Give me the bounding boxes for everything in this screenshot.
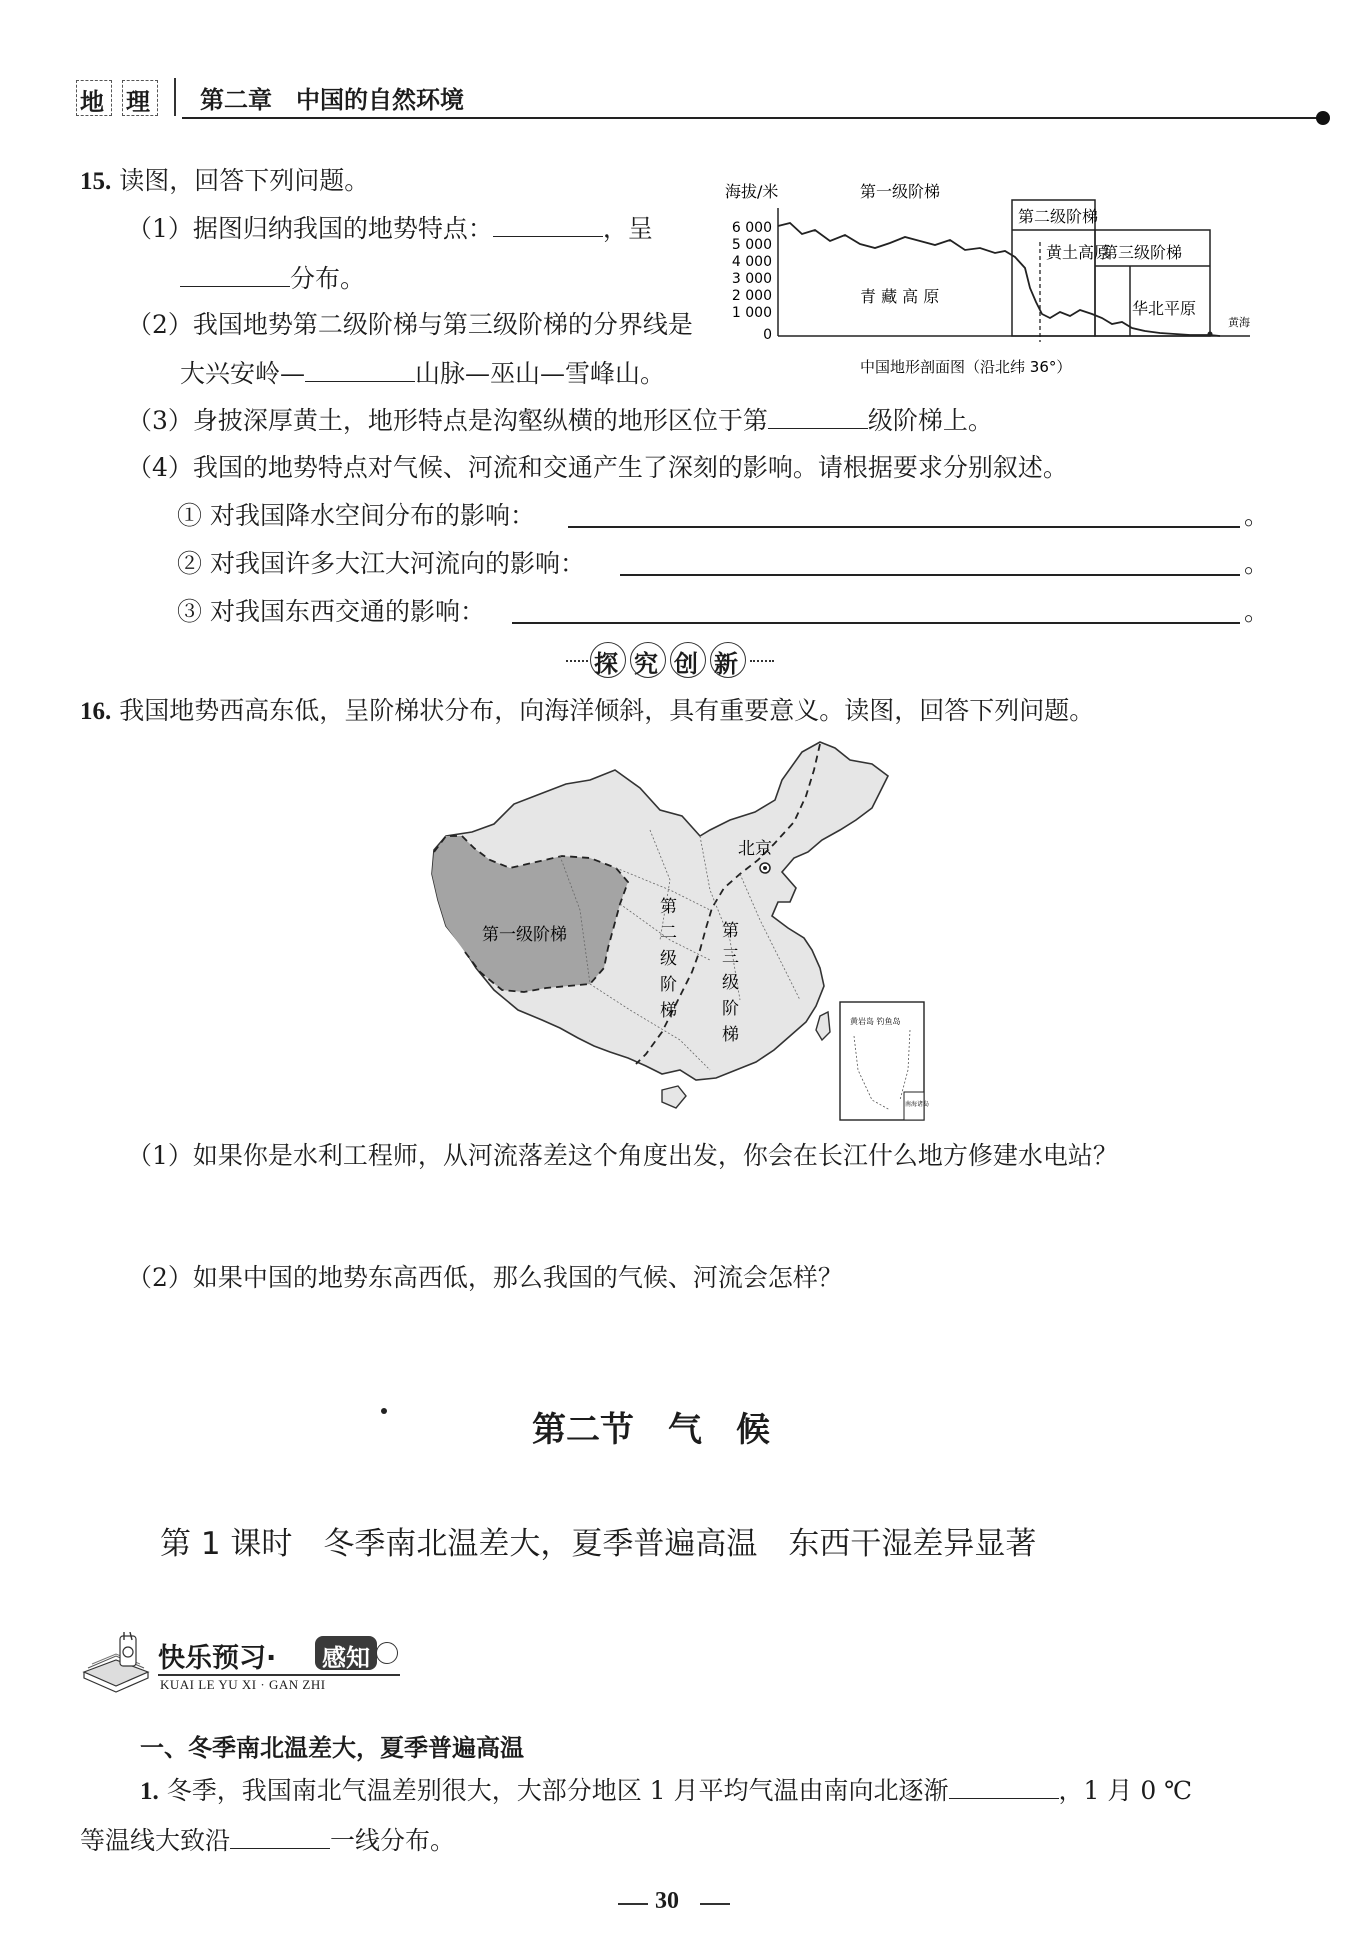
profile-caption: 中国地形剖面图（沿北纬 36°） — [860, 358, 1072, 376]
tick-2000: 2 000 — [731, 288, 772, 304]
section-dot — [381, 1408, 387, 1414]
svg-text:阶: 阶 — [660, 975, 677, 995]
q15-sub1: ① 对我国降水空间分布的影响： — [177, 501, 535, 530]
lesson-title: 第 1 课时 冬季南北温差大，夏季普遍高温 东西干湿差异显著 — [160, 1526, 1037, 1562]
sea-dot — [1208, 332, 1213, 337]
answer-blank[interactable] — [180, 262, 290, 287]
tick-1000: 1 000 — [731, 305, 772, 321]
answer-blank[interactable] — [768, 404, 868, 429]
profile-y-ticks — [732, 220, 772, 343]
profile-qz-label: 青 藏 高 原 — [860, 287, 940, 306]
answer-blank[interactable] — [949, 1774, 1059, 1799]
chapter-title: 第二章 中国的自然环境 — [200, 86, 464, 114]
explore-banner — [566, 640, 786, 680]
profile-step1-label: 第一级阶梯 — [860, 182, 941, 201]
explore-char-4: 新 — [714, 650, 738, 678]
taiwan-island — [816, 1012, 830, 1040]
period-1: 。 — [1244, 501, 1270, 530]
map-step1-label: 第一级阶梯 — [482, 925, 567, 945]
inset-label: 黄岩岛 钓鱼岛 — [850, 1017, 901, 1026]
svg-text:梯: 梯 — [722, 1025, 739, 1045]
tick-4000: 4 000 — [731, 254, 772, 270]
tick-3000: 3 000 — [731, 271, 772, 287]
preview-badge-text: 感知 — [322, 1644, 370, 1672]
svg-text:二: 二 — [660, 923, 677, 943]
answer-blank[interactable] — [493, 212, 603, 237]
explore-char-2: 究 — [634, 650, 658, 678]
q16-prompt: 16. 我国地势西高东低，呈阶梯状分布，向海洋倾斜，具有重要意义。读图，回答下列问题。 — [80, 696, 1095, 725]
terrain-profile-diagram — [720, 178, 1260, 378]
explore-dots-right — [750, 660, 774, 662]
svg-text:阶: 阶 — [722, 999, 739, 1019]
tick-6000: 6 000 — [731, 220, 772, 236]
svg-text:梯: 梯 — [660, 1001, 677, 1021]
q15-part3: （3）身披深厚黄土，地形特点是沟壑纵横的地形区位于第 级阶梯上。 — [127, 406, 993, 435]
answer-line-1[interactable] — [568, 526, 1240, 528]
subject-char-2: 理 — [126, 88, 150, 116]
q15-part1-line1: （1）据图归纳我国的地势特点： ，呈 — [127, 214, 653, 243]
period-2: 。 — [1244, 549, 1270, 578]
profile-hb-label: 华北平原 — [1132, 299, 1197, 318]
terrain-line — [778, 223, 1220, 336]
preview-pinyin: KUAI LE YU XI · GAN ZHI — [160, 1677, 326, 1692]
page-header — [70, 74, 1270, 124]
explore-char-1: 探 — [594, 650, 618, 678]
preview-underline — [158, 1674, 400, 1676]
answer-line-3[interactable] — [512, 622, 1240, 624]
profile-step2-label: 第二级阶梯 — [1018, 207, 1099, 226]
q15-part4: （4）我国的地势特点对气候、河流和交通产生了深刻的影响。请根据要求分别叙述。 — [127, 453, 1068, 482]
q16-part1: （1）如果你是水利工程师，从河流落差这个角度出发，你会在长江什么地方修建水电站？ — [127, 1141, 1118, 1170]
header-rule — [182, 117, 1322, 119]
answer-line-2[interactable] — [620, 574, 1240, 576]
tick-5000: 5 000 — [731, 237, 772, 253]
tick-0: 0 — [763, 327, 772, 343]
section-title: 第二节 气 候 — [532, 1410, 770, 1450]
part1-q1-line2: 等温线大致沿 一线分布。 — [80, 1826, 456, 1855]
svg-text:三: 三 — [722, 947, 739, 967]
q15-part1-line2: 分布。 — [180, 262, 365, 295]
answer-blank[interactable] — [230, 1824, 330, 1849]
subject-char-1: 地 — [80, 88, 104, 116]
china-terrain-map — [410, 740, 940, 1130]
map-step3-label — [722, 921, 739, 1045]
svg-text:第: 第 — [660, 897, 677, 917]
svg-text:级: 级 — [660, 949, 677, 969]
part1-q1-line1: 1. 冬季，我国南北气温差别很大，大部分地区 1 月平均气温由南向北逐渐 ，1 月 0 ℃ — [140, 1776, 1193, 1805]
page-number-dash-left — [618, 1903, 648, 1905]
header-dot — [1316, 111, 1330, 125]
q15-sub3: ③ 对我国东西交通的影响： — [177, 597, 485, 626]
q15-part2-line2: 大兴安岭— 山脉—巫山—雪峰山。 — [180, 359, 666, 388]
books-icon — [80, 1632, 152, 1696]
profile-ylabel: 海拔/米 — [725, 182, 779, 201]
profile-sea-label: 黄海 — [1228, 316, 1250, 329]
header-divider — [174, 78, 176, 116]
preview-banner — [80, 1632, 420, 1696]
profile-ht-label: 黄土高原 — [1046, 243, 1111, 262]
svg-text:第: 第 — [722, 921, 739, 941]
page-number: 30 — [655, 1888, 679, 1914]
profile-step3-label: 第三级阶梯 — [1102, 243, 1183, 262]
hainan-island — [662, 1086, 686, 1108]
beijing-dot — [763, 866, 767, 870]
explore-dots-left — [566, 660, 588, 662]
explore-char-3: 创 — [674, 650, 698, 678]
part1-heading: 一、冬季南北温差大，夏季普遍高温 — [140, 1734, 524, 1762]
q15-sub2: ② 对我国许多大江大河流向的影响： — [177, 549, 585, 578]
q15-prompt: 15. 读图，回答下列问题。 — [80, 166, 370, 195]
preview-label: 快乐预习· — [158, 1643, 277, 1674]
page-number-dash-right — [700, 1903, 730, 1905]
q16-part2: （2）如果中国的地势东高西低，那么我国的气候、河流会怎样？ — [127, 1263, 843, 1292]
answer-blank[interactable] — [305, 357, 415, 382]
q15-part2-line1: （2）我国地势第二级阶梯与第三级阶梯的分界线是 — [127, 310, 693, 339]
beijing-label: 北京 — [738, 839, 772, 859]
preview-badge-circle — [376, 1642, 398, 1664]
inset-corner-label: 南海诸岛 — [905, 1101, 930, 1108]
period-3: 。 — [1244, 597, 1270, 626]
svg-text:级: 级 — [722, 973, 739, 993]
map-step2-label — [660, 897, 677, 1021]
